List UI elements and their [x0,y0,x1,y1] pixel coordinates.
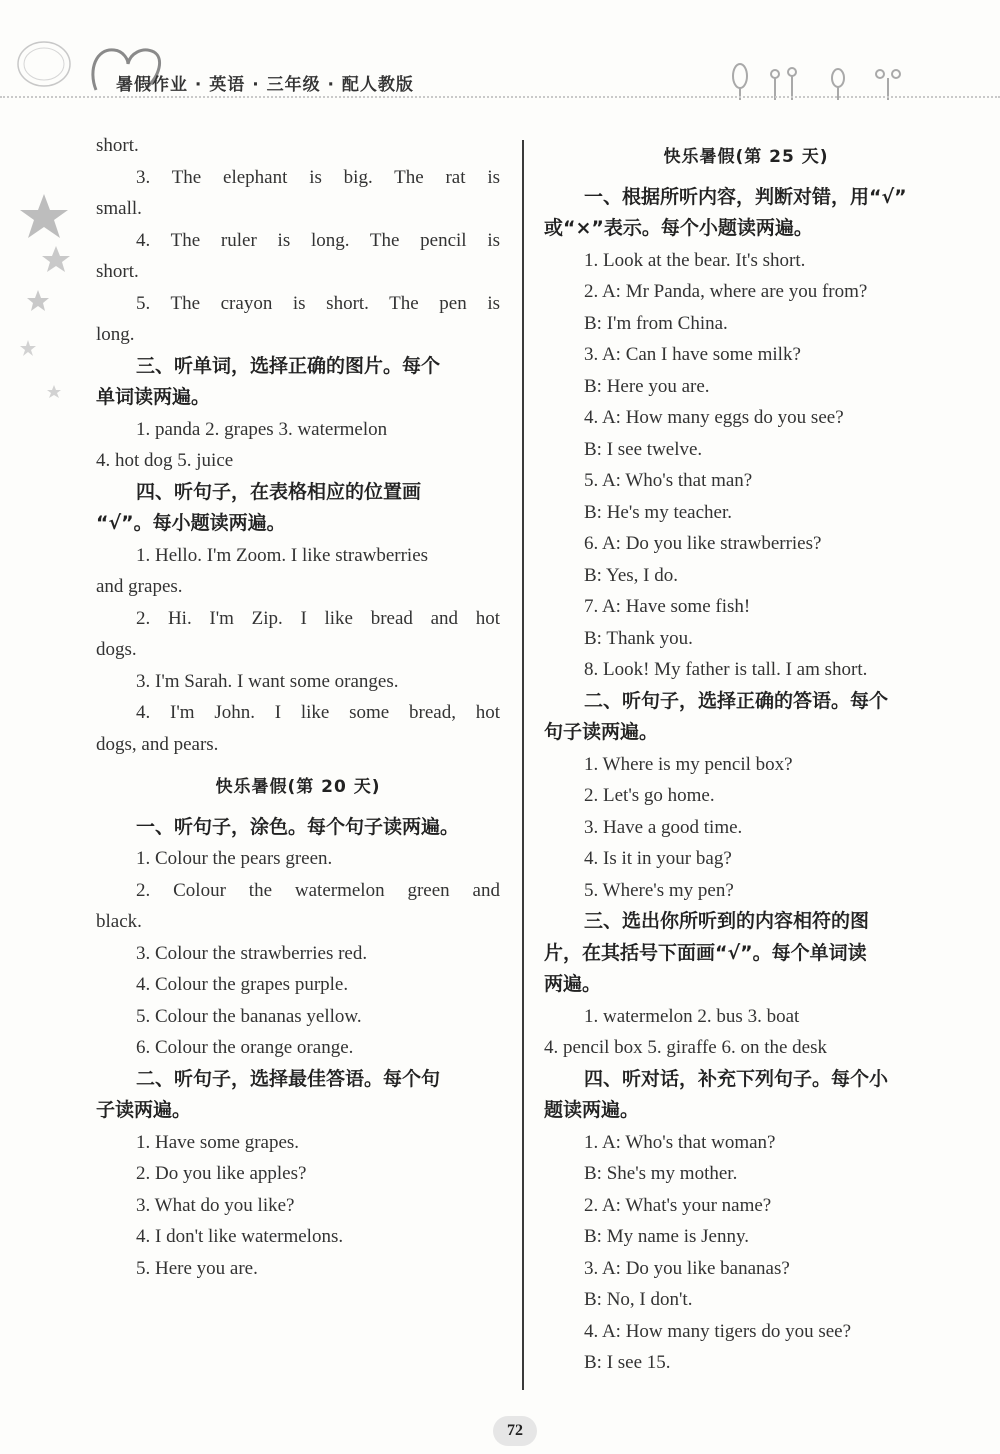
right-line: 8. Look! My father is tall. I am short. [584,659,868,680]
left-line: dogs. [96,639,137,660]
header-dotted-rule [0,96,1000,98]
left-line: 2. Hi. I'm Zip. I like bread and hot [136,607,500,629]
left-line: 1. Colour the pears green. [136,848,333,869]
right-line: B: I see 15. [584,1352,671,1373]
page-number: 72 [493,1416,537,1446]
right-instruction-line: 句子读两遍。 [544,721,659,743]
page-header [0,0,1000,120]
left-instruction-line: 单词读两遍。 [96,386,211,408]
left-line: and grapes. [96,576,183,597]
right-line: B: He's my teacher. [584,501,732,523]
right-line: 5. Where's my pen? [584,879,734,901]
right-line: B: My name is Jenny. [584,1226,750,1247]
left-section-heading: 快乐暑假(第 20 天) [215,777,381,797]
column-divider [522,140,524,1390]
right-line: 4. A: How many eggs do you see? [584,407,844,428]
stars-decoration-icon [14,190,74,410]
right-line: B: I'm from China. [584,312,728,334]
right-line: 2. A: What's your name? [584,1194,772,1216]
left-line: 2. Colour the watermelon green and [136,879,500,901]
header-title: 暑假作业 · 英语 · 三年级 · 配人教版 [116,75,414,95]
left-line: 4. I'm John. I like some bread, hot [136,702,500,723]
right-instruction-line: 四、听对话，补充下列句子。每个小 [584,1067,889,1090]
right-line: 5. A: Who's that man? [584,470,753,491]
left-line: 4. I don't like watermelons. [136,1226,344,1247]
right-instruction-line: 片，在其括号下面画“√”。每个单词读 [544,941,867,964]
right-line: 4. A: How many tigers do you see? [584,1320,852,1342]
logo-badge-icon [14,36,74,92]
right-line: 7. A: Have some fish! [584,596,751,617]
left-line: 2. Do you like apples? [136,1163,307,1184]
left-instruction-line: “√”。每小题读两遍。 [96,512,286,534]
right-line: 4. pencil box 5. giraffe 6. on the desk [544,1037,827,1058]
right-instruction-line: 三、选出你所听到的内容相符的图 [584,910,870,932]
right-line: 1. Look at the bear. It's short. [584,249,806,271]
left-line: 5. Colour the bananas yellow. [136,1005,362,1027]
left-line: 6. Colour the orange orange. [136,1037,354,1058]
right-line: B: Thank you. [584,627,693,649]
right-line: B: She's my mother. [584,1163,738,1184]
right-line: 1. A: Who's that woman? [584,1131,776,1153]
right-line: 2. A: Mr Panda, where are you from? [584,281,868,302]
left-line: black. [96,911,142,932]
left-line: 4. hot dog 5. juice [96,450,234,471]
left-line: 5. The crayon is short. The pen is [136,292,500,314]
left-instruction-line: 一、听句子，涂色。每个句子读两遍。 [136,815,460,838]
left-line: 4. Colour the grapes purple. [136,974,349,995]
right-line: 3. A: Can I have some milk? [584,344,801,365]
left-line: 5. Here you are. [136,1257,258,1279]
left-instruction-line: 二、听句子，选择最佳答语。每个句 [136,1067,441,1090]
right-instruction-line: 二、听句子，选择正确的答语。每个 [584,689,889,712]
right-line: 3. A: Do you like bananas? [584,1257,790,1279]
left-line: 3. Colour the strawberries red. [136,942,368,964]
right-line: 6. A: Do you like strawberries? [584,533,822,554]
left-line: small. [96,198,142,219]
right-line: B: I see twelve. [584,438,703,460]
right-line: 3. Have a good time. [584,816,743,838]
right-line: 1. watermelon 2. bus 3. boat [584,1005,800,1027]
right-instruction-line: 题读两遍。 [544,1099,640,1121]
left-line: 1. Hello. I'm Zoom. I like strawberries [136,544,429,566]
right-instruction-line: 一、根据所听内容，判断对错，用“√” [584,185,907,208]
left-line: 1. Have some grapes. [136,1131,300,1153]
right-line: 1. Where is my pencil box? [584,753,793,775]
right-instruction-line: 两遍。 [544,973,602,995]
left-column [96,130,500,1284]
right-instruction-line: 或“×”表示。每个小题读两遍。 [544,217,813,239]
right-line: B: Here you are. [584,375,710,397]
left-line: 3. What do you like? [136,1194,295,1216]
left-line: short. [96,135,139,156]
right-line: B: No, I don't. [584,1289,693,1310]
right-column [544,130,948,1379]
left-line: 4. The ruler is long. The pencil is [136,229,500,251]
left-line: 1. panda 2. grapes 3. watermelon [136,418,388,440]
left-line: 3. I'm Sarah. I want some oranges. [136,670,399,692]
right-section-heading: 快乐暑假(第 25 天) [663,147,829,167]
right-line: 2. Let's go home. [584,785,715,806]
left-line: long. [96,324,135,345]
left-line: 3. The elephant is big. The rat is [136,166,500,188]
left-line: dogs, and pears. [96,733,219,755]
left-instruction-line: 子读两遍。 [96,1099,192,1121]
right-line: B: Yes, I do. [584,564,678,586]
left-instruction-line: 三、听单词，选择正确的图片。每个 [136,354,441,377]
right-line: 4. Is it in your bag? [584,848,732,869]
left-instruction-line: 四、听句子，在表格相应的位置画 [136,480,422,503]
left-line: short. [96,261,139,282]
